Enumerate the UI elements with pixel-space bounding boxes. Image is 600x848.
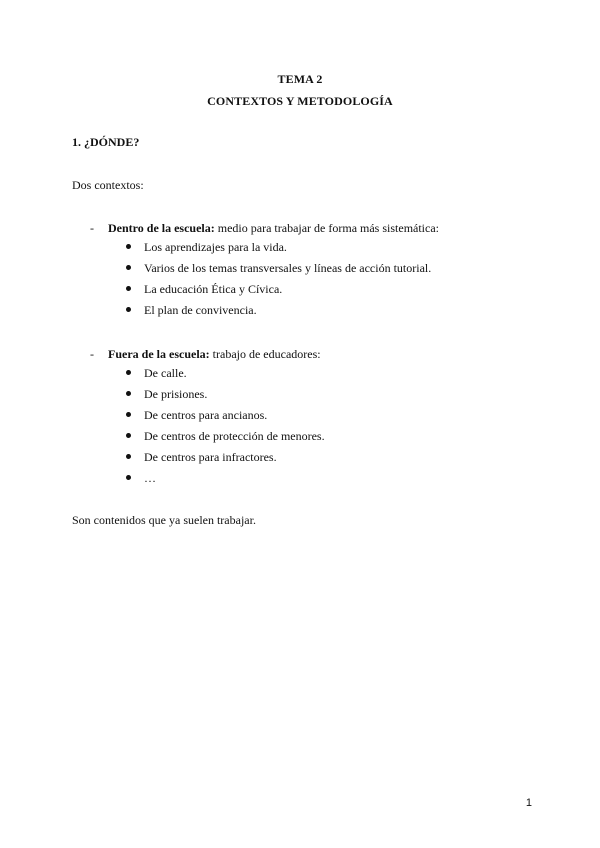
list-item — [126, 282, 431, 303]
document-subtitle: CONTEXTOS Y METODOLOGÍA — [207, 94, 393, 108]
section-heading: 1. ¿DÓNDE? — [72, 135, 140, 149]
dash-marker: - — [90, 347, 94, 361]
list-item — [126, 429, 325, 450]
list-item — [126, 303, 431, 324]
dash-marker: - — [90, 221, 94, 235]
bullet-list-inside-school — [126, 240, 431, 324]
list-item-text: El plan de convivencia. — [144, 303, 257, 317]
bullet-icon — [126, 475, 131, 480]
group-label-title: Fuera de la escuela: — [108, 347, 210, 361]
list-item — [126, 261, 431, 282]
bullet-icon — [126, 244, 131, 249]
group-label-outside-school — [90, 347, 321, 362]
intro-paragraph: Dos contextos: — [72, 178, 144, 192]
list-item-text: … — [144, 471, 156, 485]
bullet-icon — [126, 307, 131, 312]
list-item-text: De calle. — [144, 366, 187, 380]
list-item — [126, 450, 325, 471]
bullet-icon — [126, 433, 131, 438]
bullet-icon — [126, 286, 131, 291]
bullet-icon — [126, 454, 131, 459]
page-number: 1 — [525, 797, 532, 809]
group-label-title: Dentro de la escuela: — [108, 221, 215, 235]
bullet-icon — [126, 391, 131, 396]
list-item-text: De centros para infractores. — [144, 450, 277, 464]
list-item — [126, 387, 325, 408]
list-item-text: La educación Ética y Cívica. — [144, 282, 283, 296]
list-item-text: De prisiones. — [144, 387, 208, 401]
closing-paragraph: Son contenidos que ya suelen trabajar. — [72, 513, 256, 527]
list-item-text: Los aprendizajes para la vida. — [144, 240, 287, 254]
list-item-text: De centros de protección de menores. — [144, 429, 325, 443]
group-label-description: medio para trabajar de forma más sistemática: — [214, 221, 440, 235]
list-item-text: De centros para ancianos. — [144, 408, 268, 422]
group-label-inside-school — [90, 221, 439, 236]
bullet-list-outside-school — [126, 366, 325, 492]
list-item — [126, 366, 325, 387]
group-label-description: trabajo de educadores: — [209, 347, 321, 361]
list-item — [126, 408, 325, 429]
list-item-text: Varios de los temas transversales y líneas de acción tutorial. — [144, 261, 432, 275]
bullet-icon — [126, 265, 131, 270]
bullet-icon — [126, 370, 131, 375]
document-title: TEMA 2 — [277, 72, 323, 86]
bullet-icon — [126, 412, 131, 417]
list-item — [126, 240, 431, 261]
list-item — [126, 471, 325, 492]
